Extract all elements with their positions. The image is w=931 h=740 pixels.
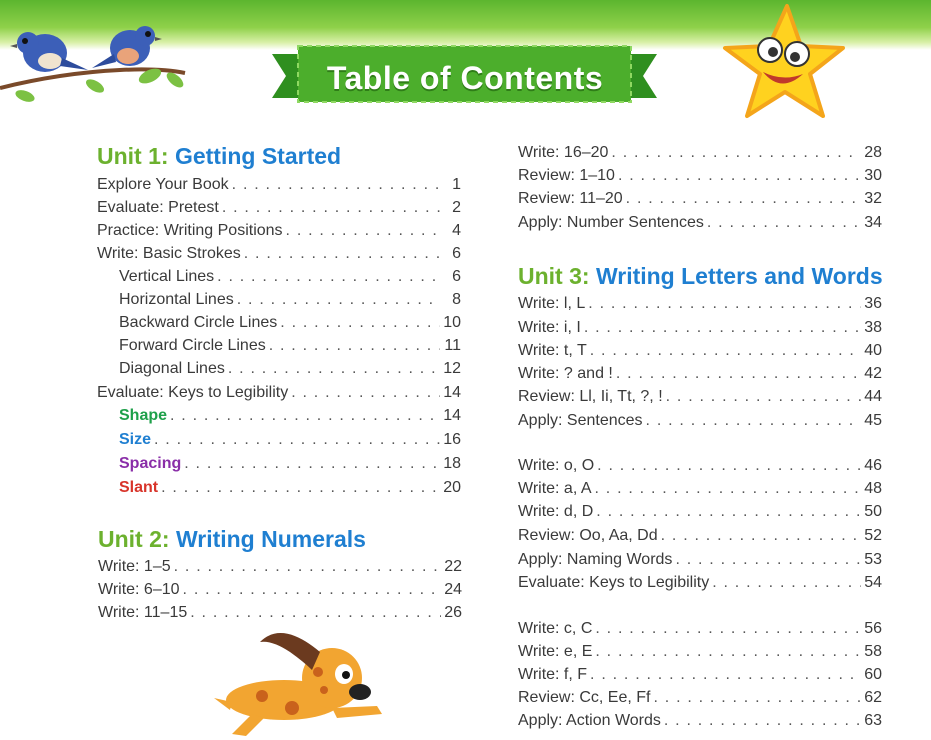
unit-3-title: Writing Letters and Words bbox=[595, 263, 883, 289]
toc-entry-label: Diagonal Lines bbox=[119, 360, 225, 377]
toc-entry-page: 42 bbox=[864, 365, 882, 382]
toc-entry-label: Backward Circle Lines bbox=[119, 314, 278, 331]
unit-1-number: Unit 1: bbox=[97, 143, 169, 169]
toc-entry-page: 12 bbox=[443, 360, 461, 377]
toc-entry-label: Explore Your Book bbox=[97, 176, 229, 193]
toc-entry-page: 54 bbox=[864, 574, 882, 591]
toc-entry[interactable] bbox=[518, 571, 882, 594]
dot-leader bbox=[707, 211, 861, 234]
toc-entry-page: 24 bbox=[444, 581, 462, 598]
toc-entry-page: 4 bbox=[452, 222, 461, 239]
dot-leader bbox=[584, 316, 861, 339]
toc-entry-label: Write: t, T bbox=[518, 342, 587, 359]
toc-entry-page: 10 bbox=[443, 314, 461, 331]
toc-entry[interactable] bbox=[518, 500, 882, 523]
toc-entry[interactable] bbox=[518, 211, 882, 234]
toc-entry-label: Evaluate: Keys to Legibility bbox=[97, 384, 289, 401]
toc-entry-label: Write: d, D bbox=[518, 503, 594, 520]
toc-entry-page: 26 bbox=[444, 604, 462, 621]
toc-entry-page: 56 bbox=[864, 620, 882, 637]
toc-entry-page: 50 bbox=[864, 503, 882, 520]
toc-entry-page: 62 bbox=[864, 689, 882, 706]
toc-entry-label: Review: Oo, Aa, Dd bbox=[518, 527, 658, 544]
toc-entry-page: 18 bbox=[443, 455, 461, 472]
toc-entry[interactable] bbox=[98, 555, 462, 578]
toc-entry[interactable] bbox=[97, 196, 461, 219]
toc-entry-page: 46 bbox=[864, 457, 882, 474]
dot-leader bbox=[184, 452, 440, 475]
toc-entry[interactable] bbox=[97, 357, 461, 380]
dot-leader bbox=[597, 454, 861, 477]
toc-entry[interactable] bbox=[518, 409, 882, 432]
toc-entry-page: 16 bbox=[443, 431, 461, 448]
page-title: Table of Contents bbox=[326, 60, 604, 96]
toc-entry[interactable] bbox=[518, 292, 882, 315]
toc-entry[interactable] bbox=[518, 686, 882, 709]
toc-entry[interactable] bbox=[97, 476, 461, 499]
toc-entry-page: 22 bbox=[444, 558, 462, 575]
unit-1-heading bbox=[97, 143, 341, 170]
toc-entry-label: Write: e, E bbox=[518, 643, 593, 660]
dot-leader bbox=[190, 601, 441, 624]
smiling-star-illustration bbox=[715, 2, 850, 127]
toc-entry-page: 28 bbox=[864, 144, 882, 161]
toc-entry[interactable] bbox=[518, 339, 882, 362]
dot-leader bbox=[616, 362, 861, 385]
dot-leader bbox=[590, 339, 861, 362]
toc-entry-label: Write: 6–10 bbox=[98, 581, 180, 598]
dot-leader bbox=[595, 640, 861, 663]
toc-entry[interactable] bbox=[97, 311, 461, 334]
dot-leader bbox=[237, 288, 440, 311]
toc-entry-page: 6 bbox=[452, 245, 461, 262]
unit-2-title: Writing Numerals bbox=[175, 526, 366, 552]
dot-leader bbox=[611, 141, 861, 164]
dot-leader bbox=[596, 500, 861, 523]
toc-entry-page: 2 bbox=[452, 199, 461, 216]
toc-entry-page: 20 bbox=[443, 479, 461, 496]
toc-entry-label: Evaluate: Keys to Legibility bbox=[518, 574, 710, 591]
toc-entry-page: 58 bbox=[864, 643, 882, 660]
toc-entry-page: 1 bbox=[452, 176, 461, 193]
toc-entry[interactable] bbox=[97, 381, 461, 404]
dot-leader bbox=[222, 196, 440, 219]
toc-entry-page: 48 bbox=[864, 480, 882, 497]
toc-entry-label: Review: Cc, Ee, Ff bbox=[518, 689, 651, 706]
dot-leader bbox=[675, 548, 861, 571]
toc-entry-label: Apply: Action Words bbox=[518, 712, 661, 729]
toc-entry[interactable] bbox=[97, 242, 461, 265]
toc-entry[interactable] bbox=[97, 334, 461, 357]
toc-entry-label: Write: c, C bbox=[518, 620, 593, 637]
toc-entry-label: Write: o, O bbox=[518, 457, 595, 474]
toc-entry[interactable] bbox=[518, 454, 882, 477]
toc-entry-label: Write: f, F bbox=[518, 666, 588, 683]
dot-leader bbox=[174, 555, 441, 578]
birds-on-branch-illustration bbox=[0, 18, 200, 108]
toc-entry[interactable] bbox=[518, 548, 882, 571]
toc-entry-page: 14 bbox=[443, 407, 461, 424]
dot-leader bbox=[232, 173, 440, 196]
toc-entry[interactable] bbox=[518, 164, 882, 187]
toc-entry-page: 45 bbox=[864, 412, 882, 429]
toc-entry-page: 38 bbox=[864, 319, 882, 336]
toc-entry[interactable] bbox=[97, 428, 461, 451]
toc-entry[interactable] bbox=[97, 265, 461, 288]
toc-entry-page: 32 bbox=[864, 190, 882, 207]
toc-entry[interactable] bbox=[518, 477, 882, 500]
dot-leader bbox=[595, 617, 861, 640]
toc-entry[interactable] bbox=[98, 601, 462, 624]
toc-entry-page: 52 bbox=[864, 527, 882, 544]
dot-leader bbox=[661, 524, 861, 547]
toc-entry-label: Review: 11–20 bbox=[518, 190, 623, 207]
unit-3-number: Unit 3: bbox=[518, 263, 590, 289]
toc-entry-label: Write: i, I bbox=[518, 319, 581, 336]
toc-entry[interactable] bbox=[518, 362, 882, 385]
toc-entry[interactable] bbox=[518, 316, 882, 339]
toc-entry-page: 40 bbox=[864, 342, 882, 359]
toc-entry-page: 14 bbox=[443, 384, 461, 401]
dot-leader bbox=[590, 663, 861, 686]
unit-1-title: Getting Started bbox=[174, 143, 342, 169]
toc-entry-page: 53 bbox=[864, 551, 882, 568]
dot-leader bbox=[154, 428, 440, 451]
toc-entry[interactable] bbox=[97, 404, 461, 427]
toc-entry[interactable] bbox=[97, 173, 461, 196]
toc-entry-label-spacing: Spacing bbox=[119, 455, 182, 472]
toc-entry[interactable] bbox=[518, 640, 882, 663]
toc-entry-label: Write: Basic Strokes bbox=[97, 245, 241, 262]
dot-leader bbox=[183, 578, 441, 601]
toc-entry-label: Vertical Lines bbox=[119, 268, 215, 285]
toc-entry-page: 36 bbox=[864, 295, 882, 312]
unit-2-heading bbox=[98, 526, 366, 553]
dot-leader bbox=[286, 219, 440, 242]
toc-entry-page: 6 bbox=[452, 268, 461, 285]
unit-2-number: Unit 2: bbox=[98, 526, 170, 552]
toc-entry-label: Practice: Writing Positions bbox=[97, 222, 283, 239]
dot-leader bbox=[595, 477, 861, 500]
toc-entry-label: Review: 1–10 bbox=[518, 167, 615, 184]
toc-entry[interactable] bbox=[518, 617, 882, 640]
dot-leader bbox=[228, 357, 440, 380]
toc-entry[interactable] bbox=[97, 219, 461, 242]
dot-leader bbox=[646, 409, 861, 432]
dot-leader bbox=[618, 164, 861, 187]
toc-entry[interactable] bbox=[518, 709, 882, 732]
toc-entry-label-shape: Shape bbox=[119, 407, 168, 424]
dot-leader bbox=[666, 385, 861, 408]
toc-entry[interactable] bbox=[98, 578, 462, 601]
toc-entry-page: 34 bbox=[864, 214, 882, 231]
running-dog-illustration bbox=[212, 622, 392, 740]
dot-leader bbox=[588, 292, 861, 315]
toc-entry-page: 60 bbox=[864, 666, 882, 683]
dot-leader bbox=[280, 311, 440, 334]
toc-entry[interactable] bbox=[518, 385, 882, 408]
toc-entry-label: Review: Ll, Ii, Tt, ?, ! bbox=[518, 388, 663, 405]
dot-leader bbox=[664, 709, 861, 732]
dot-leader bbox=[170, 404, 440, 427]
toc-entry-label: Evaluate: Pretest bbox=[97, 199, 219, 216]
toc-entry-label-slant: Slant bbox=[119, 479, 159, 496]
toc-entry-label-size: Size bbox=[119, 431, 152, 448]
toc-entry[interactable] bbox=[518, 524, 882, 547]
dot-leader bbox=[653, 686, 861, 709]
dot-leader bbox=[244, 242, 440, 265]
toc-entry-label: Write: l, L bbox=[518, 295, 586, 312]
dot-leader bbox=[161, 476, 440, 499]
toc-entry-page: 11 bbox=[444, 337, 461, 354]
toc-entry-label: Write: 16–20 bbox=[518, 144, 609, 161]
toc-entry[interactable] bbox=[518, 141, 882, 164]
toc-entry-label: Apply: Naming Words bbox=[518, 551, 673, 568]
toc-entry-page: 8 bbox=[452, 291, 461, 308]
toc-entry[interactable] bbox=[97, 288, 461, 311]
toc-entry-label: Write: ? and ! bbox=[518, 365, 613, 382]
dot-leader bbox=[626, 187, 861, 210]
toc-entry-label: Horizontal Lines bbox=[119, 291, 234, 308]
toc-entry-page: 30 bbox=[864, 167, 882, 184]
dot-leader bbox=[291, 381, 440, 404]
toc-entry-label: Apply: Sentences bbox=[518, 412, 643, 429]
toc-entry-label: Write: 1–5 bbox=[98, 558, 171, 575]
toc-entry[interactable] bbox=[518, 663, 882, 686]
toc-entry[interactable] bbox=[518, 187, 882, 210]
dot-leader bbox=[269, 334, 440, 357]
toc-entry-page: 63 bbox=[864, 712, 882, 729]
toc-entry-page: 44 bbox=[864, 388, 882, 405]
toc-entry[interactable] bbox=[97, 452, 461, 475]
dot-leader bbox=[712, 571, 861, 594]
toc-entry-label: Forward Circle Lines bbox=[119, 337, 266, 354]
unit-3-heading bbox=[518, 263, 883, 290]
toc-entry-label: Write: 11–15 bbox=[98, 604, 188, 621]
toc-entry-label: Apply: Number Sentences bbox=[518, 214, 704, 231]
toc-entry-label: Write: a, A bbox=[518, 480, 592, 497]
dot-leader bbox=[217, 265, 440, 288]
